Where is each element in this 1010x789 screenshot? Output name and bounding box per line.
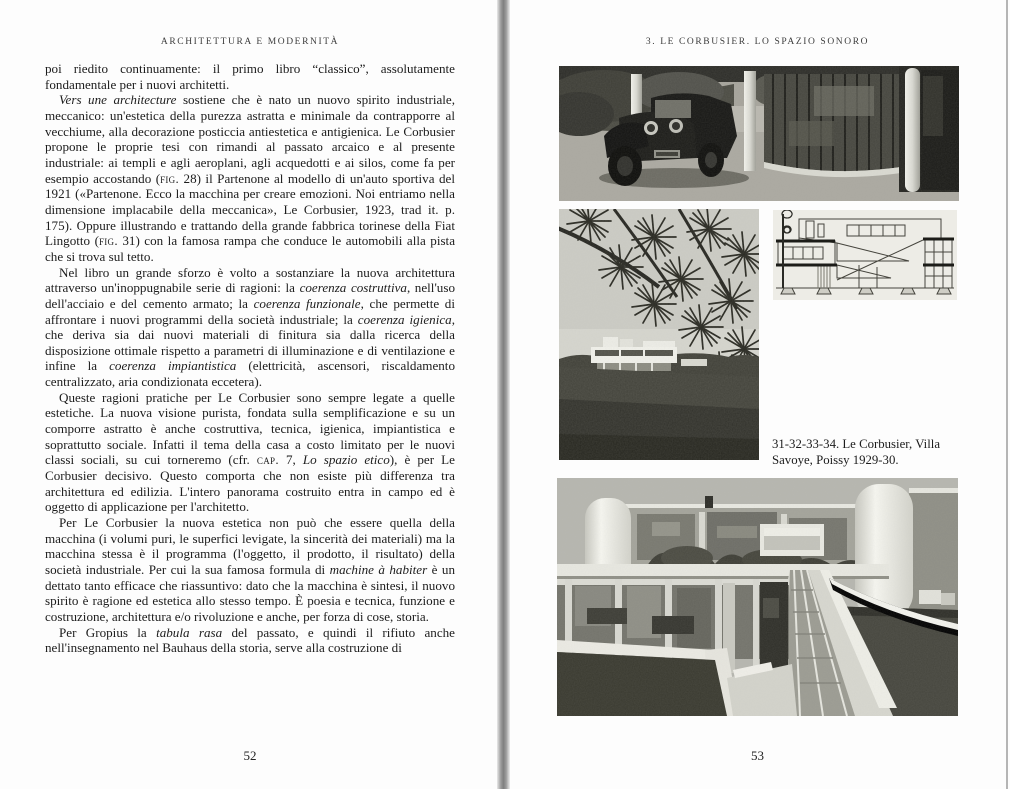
paragraph: Per Le Corbusier la nuova estetica non può che essere quella della macchina (i volumi puri, le superfici levigate, la sincerità dei materiali) ma la macchina stessa è il programma (l'oggetto, il prodotto, il risultato) della società industriale. Per cui la sua famosa formula di machine à habiter è un dettato tanto efficace che riassuntivo: dato che la macchina è sintesi, il nuovo spirito è ragione ed estetica allo stesso tempo. È poesia e tecnica, funzione e costruzione, architettura e/o rivoluzione e anche, per forza di cose, storia.: [45, 515, 455, 624]
paragraph: Vers une architecture sostiene che è nato un nuovo spirito industriale, meccanico: un'estetica della purezza astratta e minimale da contrapporre al vecchiume, alla decorazione posticcia antiestetica e antigienica. Le Corbusier propone le proprie tesi con rimandi al passato arcaico e al presente industriale: ai templi e agli aeroplani, agli acquedotti e ai silos, come fa per esempio accostando (fig. 28) il Partenone al modello di un'auto sportiva del 1921 («Partenone. Ecco la macchina per creare emozioni. Noi entriamo nella dimensione implacabile della meccanica», Le Corbusier, 1923, trad it. p. 175). Oppure illustrando e trattando della grande fabbrica torinese della Fiat Lingotto (fig. 31) con la famosa rampa che conduce le automobili alla pista che si trova sul tetto.: [45, 92, 456, 264]
left-running-header: ARCHITETTURA E MODERNITÀ: [160, 37, 340, 47]
villa-savoye-distant-view-through-pine-photo: [559, 209, 759, 460]
figure-caption: 31-32-33-34. Le Corbusier, Villa Savoye, Poissy 1929-30.: [772, 437, 941, 467]
right-running-header: 3. LE CORBUSIER. LO SPAZIO SONORO: [645, 37, 870, 47]
left-page-number: 52: [243, 748, 257, 763]
paragraph: Nel libro un grande sforzo è volto a sostanziare la nuova architettura attraverso un'inoppugnabile serie di ragioni: la coerenza costruttiva, nell'uso dell'acciaio e del cemento armato; la coerenza funzionale, che permette di affrontare i nuovi programmi della società industriale; la coerenza igienica, che deriva sia dai nuovi materiali di finitura sia dalla ricerca della disposizione ottimale rispetto a parametri di illuminazione e di ventilazione e infine la coerenza impiantistica (elettricità, ascensori, riscaldamento centralizzato, aria condizionata eccetera).: [45, 264, 455, 390]
paragraph: Queste ragioni pratiche per Le Corbusier sono sempre legate a quelle estetiche. La nuova visione purista, fondata sulla semplificazione e su un comporre astratto è anche costruttiva, tecnica, igienica, impiantistica e soprattutto sociale. Infatti il tema della casa a costo limitato per le nuovi classi sociali, su cui torneremo (cfr. cap. 7, Lo spazio etico), è per Le Corbusier decisivo. Questo comporta che non esiste più differenza tra architettura ed edilizia. L'intero panorama costruito entra in campo ed è oggetto di applicazione per l'architetto.: [45, 389, 455, 515]
paragraph: Per Gropius la tabula rasa del passato, e quindi il rifiuto anche nell'insegnamento nel Bauhaus della storia, serve alla costruzione di: [45, 624, 455, 656]
villa-savoye-roof-terrace-ramp-photo: [557, 478, 958, 716]
page-gutter-shadow: [497, 0, 510, 789]
right-page-number: 53: [751, 748, 764, 763]
scan-edge-line: [1006, 0, 1008, 789]
villa-savoye-section-drawing: [773, 210, 957, 300]
villa-savoye-car-under-pilotis-photo: [559, 66, 959, 201]
paragraph: poi riedito continuamente: il primo libro “classico”, assolutamente fondamentale per i nuovi architetti.: [45, 61, 455, 92]
left-page-text: [45, 61, 455, 656]
